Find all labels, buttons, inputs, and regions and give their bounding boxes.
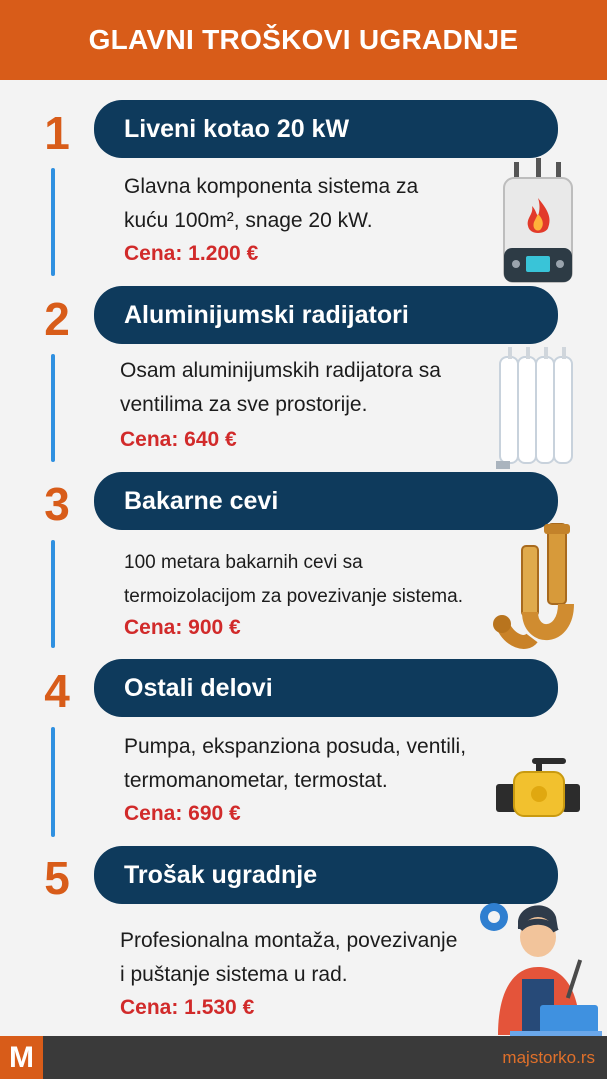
item-price: Cena: 640 € bbox=[120, 428, 237, 451]
logo: M bbox=[0, 1036, 43, 1079]
technician-icon bbox=[476, 895, 602, 1036]
item-number: 4 bbox=[44, 665, 70, 717]
timeline-line bbox=[51, 540, 55, 648]
radiator-icon bbox=[494, 345, 580, 473]
timeline-line bbox=[51, 354, 55, 462]
item-price: Cena: 1.530 € bbox=[120, 996, 255, 1019]
copper-pipe-icon bbox=[492, 520, 576, 654]
item-price: Cena: 690 € bbox=[124, 802, 241, 825]
item-title: Trošak ugradnje bbox=[94, 846, 558, 904]
item-number: 2 bbox=[44, 293, 70, 345]
item-title: Ostali delovi bbox=[94, 659, 558, 717]
item-price: Cena: 1.200 € bbox=[124, 242, 259, 265]
valve-icon bbox=[492, 756, 582, 822]
item-title: Bakarne cevi bbox=[94, 472, 558, 530]
item-description: Profesionalna montaža, povezivanje i puštanje sistema u rad. bbox=[120, 929, 458, 986]
item-title: Liveni kotao 20 kW bbox=[94, 100, 558, 158]
item-description: Osam aluminijumskih radijatora sa ventilima za sve prostorije. bbox=[120, 359, 441, 416]
item-number: 5 bbox=[44, 852, 70, 904]
item-number: 3 bbox=[44, 478, 70, 530]
timeline-line bbox=[51, 727, 55, 837]
item-number: 1 bbox=[44, 107, 70, 159]
item-title: Aluminijumski radijatori bbox=[94, 286, 558, 344]
item-description: 100 metara bakarnih cevi sa termoizolacijom za povezivanje sistema. bbox=[124, 552, 463, 607]
footer bbox=[0, 1036, 607, 1079]
header-banner bbox=[0, 0, 607, 80]
page-title: GLAVNI TROŠKOVI UGRADNJE bbox=[88, 24, 519, 55]
timeline-line bbox=[51, 168, 55, 276]
item-description: Glavna komponenta sistema za kuću 100m², snage 20 kW. bbox=[124, 175, 419, 232]
item-description: Pumpa, ekspanziona posuda, ventili, termomanometar, termostat. bbox=[124, 735, 467, 792]
boiler-icon bbox=[500, 158, 576, 288]
site-link[interactable]: majstorko.rs bbox=[502, 1048, 595, 1067]
item-price: Cena: 900 € bbox=[124, 616, 241, 639]
